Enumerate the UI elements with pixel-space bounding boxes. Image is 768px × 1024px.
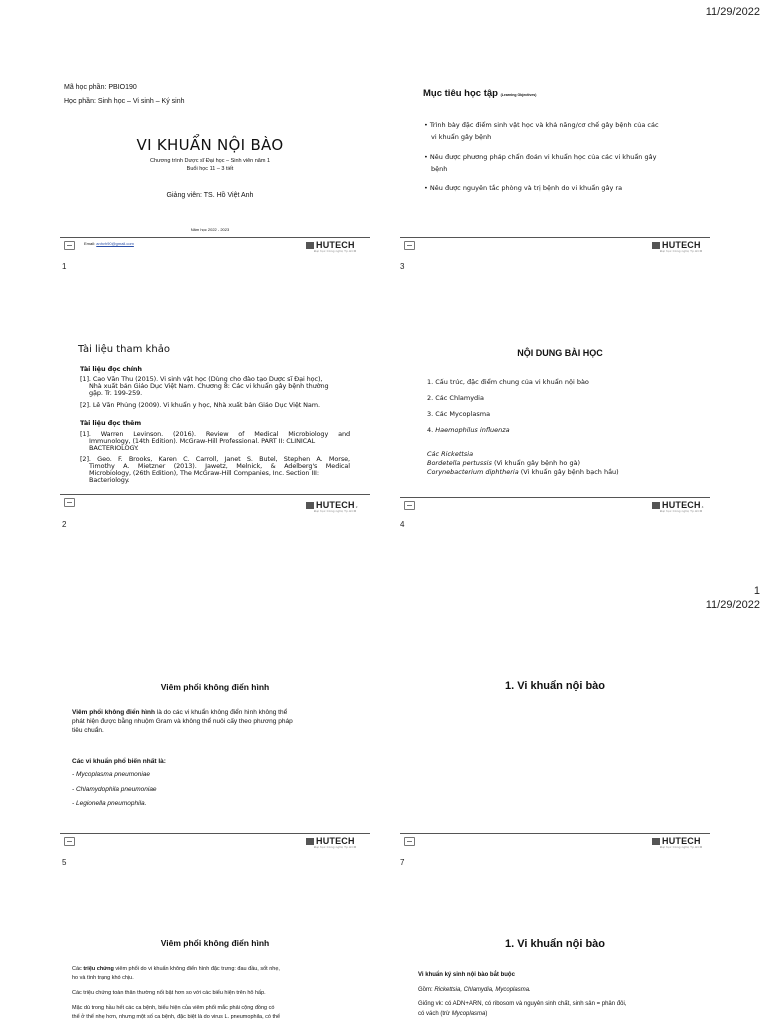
slide8-title: 1. Vi khuẩn nội bào [504,938,606,950]
content-item-4 [427,426,510,434]
content-item-3: 3. Các Mycoplasma [427,410,491,418]
slide-1 [60,72,370,282]
obligate-line-3-a: có vách (trừ [418,1011,452,1017]
hutech-page: 2 [355,505,358,509]
hutech-text: HUTECH [662,240,701,250]
intro-line-1 [72,708,287,717]
extra-ref-1: [1]. Warren Levinson. (2016). Review of Medical Microbiology and [80,430,350,438]
extra-topic-2 [427,459,580,467]
footer-rule [400,833,710,834]
main-ref-1-cont1: Nhà xuất bản Giáo Dục Việt Nam. Chương 8: Các vi khuẩn gây bệnh thường [89,382,329,390]
hutech-logo [652,836,703,849]
obligate-line-1 [418,987,531,993]
objectives-title-sub: (Learning Objectives) [500,93,537,97]
objective-2: • Nêu được phương pháp chẩn đoán vi khuẩn học của các vi khuẩn gây [424,153,657,161]
footer-rule [60,237,370,238]
academic-year: Năm học 2022 - 2023 [190,227,230,232]
extra-ref-1-cont1: Immunology, (14th Edition). McGraw-Hill Professional. PART II: CLINICAL [89,437,315,445]
symptoms-line-5: thể ở thể nhẹ hơn, nhưng một số ca bệnh, đặc biệt là do virus L. pneumophila, có thể [72,1014,281,1020]
footer-rule [60,833,370,834]
symptoms-term: triệu chứng [83,966,114,972]
extra-ref-1-cont2: BACTERIOLOGY. [89,444,139,452]
university-seal-icon [404,501,415,510]
slide-8 [400,928,710,1024]
slide-number-2: 2 [62,520,67,529]
obligate-line-3-it: Mycoplasma [451,1011,486,1017]
hutech-logo [652,240,703,253]
footer-rule [60,494,370,495]
slide-2 [60,332,370,542]
sheet-page-number: 1 [753,585,760,597]
obligate-line-2: Giống vk: có ADN+ARN, có ribosom và nguyên sinh chất, sinh sản = phân đôi, [418,1001,627,1007]
hutech-page: 4 [701,505,704,509]
hutech-mark-icon [306,838,314,845]
hutech-text: HUTECH [316,500,355,510]
hutech-logo [306,500,358,513]
email-label: Email: [84,241,96,246]
slide5-title: Viêm phổi không điển hình [160,682,270,692]
objective-3: • Nêu được nguyên tắc phòng và trị bệnh do vi khuẩn gây ra [424,184,623,192]
contents-title: NỘI DUNG BÀI HỌC [517,348,603,358]
objective-3-text: Nêu được nguyên tắc phòng và trị bệnh do vi khuẩn gây ra [429,184,623,192]
hutech-mark-icon [652,242,660,249]
extra-ref-2-cont1: Timothy A. Mietzner (2013). Jawetz, Melnick, & Adelberg's Medical [89,462,350,470]
extra-topic-2-desc: (Vi khuẩn gây bệnh ho gà) [491,459,581,467]
organism-2: - Chlamydophila pneumoniae [72,786,157,793]
date-bottom: 11/29/2022 [705,599,760,611]
slide-6 [60,928,370,1024]
session: Buổi học 11 – 3 tiết [186,166,234,172]
extra-ref-2: [2]. Geo. F. Brooks, Karen C. Carroll, Janet S. Butel, Stephen A. Morse, [80,455,350,463]
symptoms-line-1-b: viêm phổi do vi khuẩn không điển hình đặc trưng: đau đầu, sốt nhẹ, [113,966,280,972]
hutech-mark-icon [306,242,314,249]
university-seal-icon [64,498,75,507]
intro-line-3: tiêu chuẩn. [72,727,104,734]
footer-rule [400,497,710,498]
obligate-heading: Vi khuẩn ký sinh nội bào bắt buộc [418,972,515,978]
main-ref-1-cont2: gặp. Tr. 199-259. [89,389,143,397]
course-code: Mã học phần: PBIO190 [64,84,137,91]
obligate-line-3 [418,1011,487,1017]
obligate-line-3-b: ) [485,1011,488,1017]
symptoms-line-1-a: Các [72,966,84,972]
organism-1: - Mycoplasma pneumoniae [72,771,151,778]
objective-2-cont: bệnh [431,165,448,173]
slide-number-3: 3 [400,262,405,271]
main-ref-1: [1]. Cao Văn Thu (2015). Vi sinh vật học (Dùng cho đào tạo Dược sĩ Đại học), [80,375,323,383]
main-ref-2: [2]. Lê Văn Phủng (2009). Vi khuẩn y học, Nhà xuất bản Giáo Dục Việt Nam. [80,401,320,409]
hutech-subtitle: Đại học Công nghệ Tp.HCM [314,845,357,849]
course-name: Học phần: Sinh học – Vi sinh – Ký sinh [64,98,185,105]
hutech-logo [652,500,704,513]
symptoms-line-2: ho và tình trạng khó chịu. [72,975,134,981]
symptoms-line-1 [72,966,280,972]
objective-1-text: Trình bày đặc điểm sinh vật học và khả năng/cơ chế gây bệnh của các [429,121,659,129]
slide-number-4: 4 [400,520,405,529]
symptoms-line-4: Mặc dù trong hầu hết các ca bệnh, biểu hiện của viêm phổi mắc phải cộng đồng có [72,1005,275,1011]
lecturer: Giảng viên: TS. Hồ Việt Anh [166,192,254,199]
extra-topic-3-name: Corynebacterium diphtheria [427,468,519,476]
hutech-subtitle: Đại học Công nghệ Tp.HCM [314,509,357,513]
email-link[interactable]: anhvh90@gmail.com [96,241,134,246]
slide7-title: 1. Vi khuẩn nội bào [504,680,606,692]
obligate-line-1-a: Gồm: [418,987,435,993]
slide-7 [400,668,710,878]
common-organisms-heading: Các vi khuẩn phổ biến nhất là: [72,758,166,765]
extra-topic-1: Các Rickettsia [427,450,474,458]
objective-1-cont: vi khuẩn gây bệnh [431,133,492,141]
references-title: Tài liệu tham khảo [78,344,170,355]
extra-topic-3-desc: (Vi khuẩn gây bệnh bạch hầu) [518,468,619,476]
hutech-text: HUTECH [662,836,701,846]
hutech-mark-icon [652,502,660,509]
date-top: 11/29/2022 [705,6,760,18]
hutech-text: HUTECH [316,240,355,250]
hutech-subtitle: Đại học Công nghệ Tp.HCM [314,249,357,253]
extra-ref-2-cont2: Microbiology, (26th Edition), The McGraw-Hill Companies, Inc. Section III: [89,469,319,477]
hutech-mark-icon [652,838,660,845]
extra-references-heading: Tài liệu đọc thêm [80,419,141,427]
objective-1: • Trình bày đặc điểm sinh vật học và khả năng/cơ chế gây bệnh của các [424,121,659,129]
slide-number-5: 5 [62,858,67,867]
extra-ref-2-cont3: Bacteriology. [89,476,130,484]
content-item-4-num: 4. [427,426,436,434]
slide-4 [400,332,710,542]
email-line [84,241,134,246]
slide-number-1: 1 [62,262,67,271]
slide-5 [60,668,370,878]
slide-number-7: 7 [400,858,405,867]
hutech-text: HUTECH [316,836,355,846]
objectives-title-text: Mục tiêu học tập [423,88,498,99]
hutech-subtitle: Đại học Công nghệ Tp.HCM [660,845,703,849]
intro-text-1: là do các vi khuẩn không điển hình không thể [154,709,288,716]
hutech-text: HUTECH [662,500,701,510]
extra-topic-3 [427,468,619,476]
hutech-logo [306,240,357,253]
intro-term: Viêm phổi không điển hình [72,709,155,716]
content-item-4-text: Haemophilus influenza [435,426,510,434]
slide-title: VI KHUẨN NỘI BÀO [136,136,284,154]
objectives-title [423,88,536,99]
slide-3 [400,72,710,282]
intro-line-2: phát hiện được bằng nhuộm Gram và không thể nuôi cấy theo phương pháp [72,718,293,725]
hutech-subtitle: Đại học Công nghệ Tp.HCM [660,249,703,253]
objective-2-text: Nêu được phương pháp chẩn đoán vi khuẩn học của các vi khuẩn gây [429,153,657,161]
hutech-logo [306,836,357,849]
symptoms-line-3: Các triệu chứng toàn thân thường nổi bật hơn so với các biểu hiện trên hô hấp. [72,990,266,996]
university-seal-icon [404,837,415,846]
content-item-1: 1. Cấu trúc, đặc điểm chung của vi khuẩn nội bào [427,378,589,386]
hutech-subtitle: Đại học Công nghệ Tp.HCM [660,509,703,513]
university-seal-icon [64,837,75,846]
university-seal-icon [404,241,415,250]
program: Chương trình Dược sĩ Đại học – Sinh viên năm 1 [149,158,271,164]
university-seal-icon [64,241,75,250]
obligate-genera: Rickettsia, Chlamydia, Mycoplasma. [434,987,531,993]
extra-topic-2-name: Bordetella pertussis [427,459,492,467]
footer-rule [400,237,710,238]
hutech-mark-icon [306,502,314,509]
content-item-2: 2. Các Chlamydia [427,394,484,402]
organism-3: - Legionella pneumophila. [72,800,147,807]
main-references-heading: Tài liệu đọc chính [80,365,142,373]
slide6-title: Viêm phổi không điển hình [160,938,270,948]
